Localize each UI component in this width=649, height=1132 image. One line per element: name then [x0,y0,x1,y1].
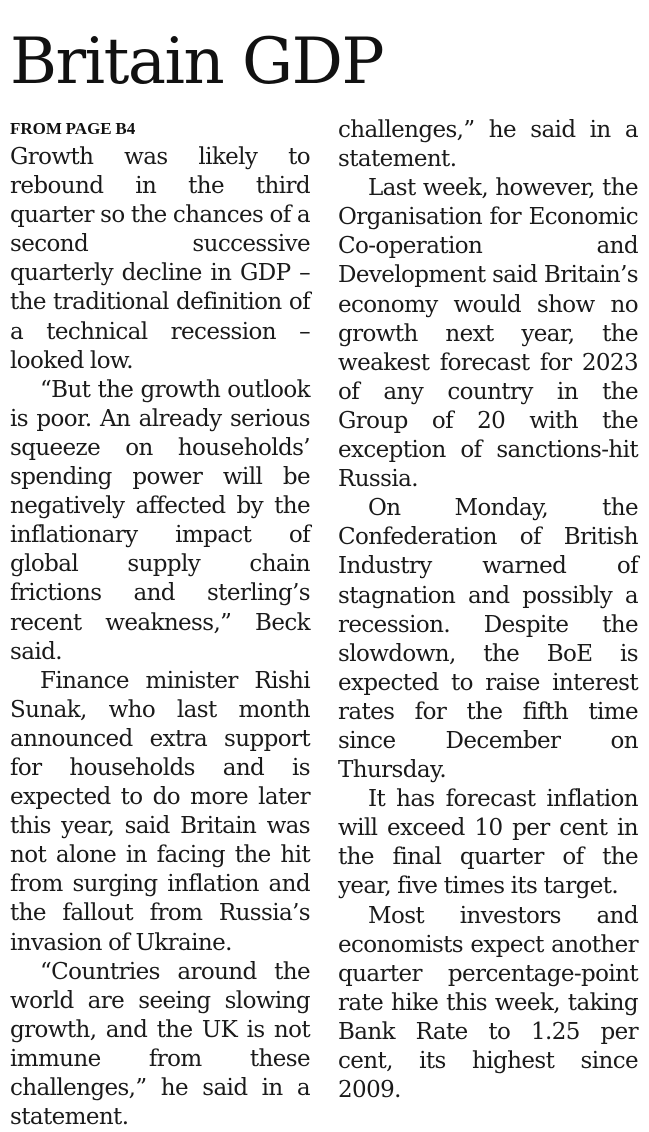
paragraph-4-start: “Countries around the world are seeing slowing growth, and the UK is not immune from these challenges,” he said in a statement. [10,958,310,1131]
paragraph-2: “But the growth outlook is poor. An already serious squeeze on households’ spending power will be negatively affected by the inflationary impact of global supply chain frictions and sterling’s recent weakness,” Beck said. [10,376,310,665]
paragraph-1: Growth was likely to rebound in the third quarter so the chances of a second successive quarterly decline in GDP – the traditional definition of a technical recession – looked low. [10,144,310,374]
paragraph-6: On Monday, the Confederation of British Industry warned of stagnation and possibly a recession. Despite the slowdown, the BoE is expected to raise interest rates for the fifth time since December on Thursday. [338,495,638,784]
headline: Britain GDP [10,25,383,99]
article-column-left [10,115,310,1131]
paragraph-8: Most investors and economists expect another quarter percentage-point rate hike this week, taking Bank Rate to 1.25 per cent, its highest since 2009. [338,902,638,1104]
article-column-right [338,116,638,1105]
paragraph-4-end: challenges,” he said in a statement. [338,117,638,173]
paragraph-5: Last week, however, the Organisation for Economic Co-operation and Development said Britain’s economy would show no growth next year, the weakest forecast for 2023 of any country in the Group of 20 with the exception of sanctions-hit Russia. [338,175,638,493]
jump-line: FROM PAGE B4 [10,119,136,138]
paragraph-3: Finance minister Rishi Sunak, who last month announced extra support for households and is expected to do more later this year, said Britain was not alone in facing the hit from surging inflation and the fallout from Russia’s invasion of Ukraine. [10,667,310,956]
paragraph-7: It has forecast inflation will exceed 10 per cent in the final quarter of the year, five times its target. [338,786,638,900]
